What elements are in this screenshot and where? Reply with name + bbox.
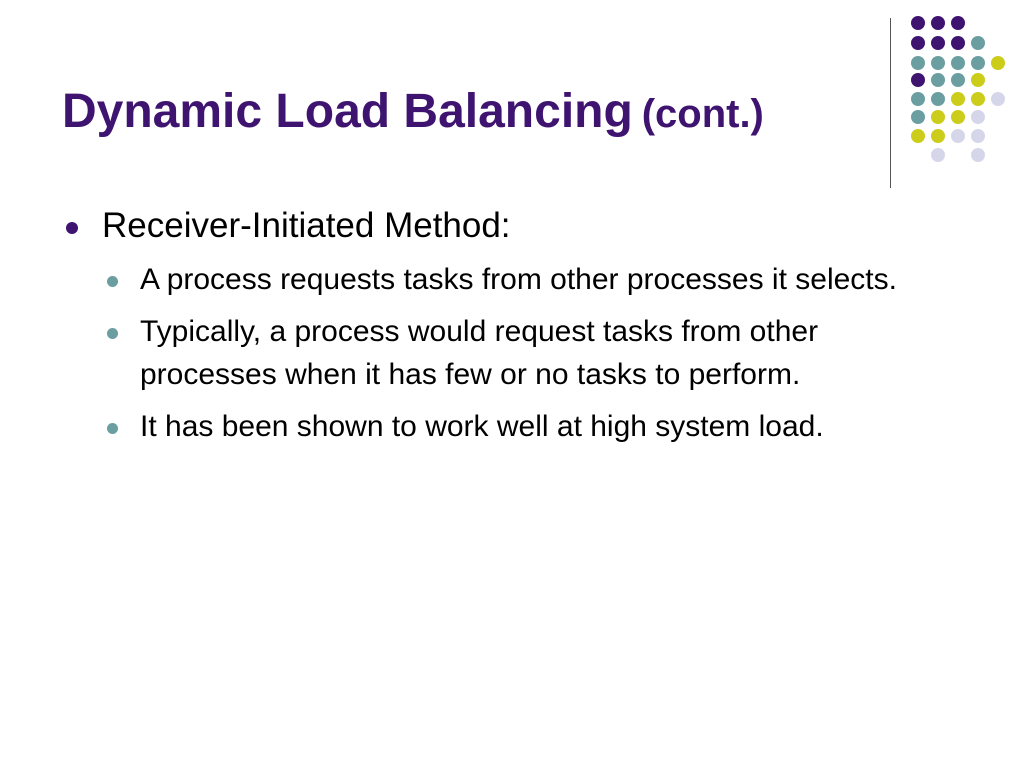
dot	[951, 92, 965, 106]
dot	[911, 73, 925, 87]
dot	[931, 73, 945, 87]
sub-bullet-item	[62, 310, 940, 396]
sub-bullet-item	[62, 258, 940, 301]
sub-bullet-item	[62, 405, 940, 448]
dot	[911, 56, 925, 70]
dot	[931, 56, 945, 70]
dot	[991, 56, 1005, 70]
dot	[911, 16, 925, 30]
bullet-item	[62, 204, 962, 248]
dot	[931, 92, 945, 106]
dot	[971, 36, 985, 50]
sub-bullet-dot-icon	[107, 276, 118, 287]
dot	[951, 73, 965, 87]
slide-title-suffix: (cont.)	[641, 92, 764, 136]
dot	[931, 129, 945, 143]
dot	[951, 129, 965, 143]
sub-bullet-text: A process requests tasks from other processes it selects.	[140, 263, 897, 296]
dot	[971, 56, 985, 70]
dot	[911, 36, 925, 50]
bullet-text: Receiver-Initiated Method:	[102, 206, 511, 245]
dot	[931, 148, 945, 162]
slide-title	[62, 85, 764, 138]
dot	[911, 92, 925, 106]
dot	[951, 110, 965, 124]
sub-bullet-text: It has been shown to work well at high system load.	[140, 410, 824, 443]
dot	[931, 36, 945, 50]
dot	[971, 73, 985, 87]
dot	[971, 110, 985, 124]
dot	[931, 16, 945, 30]
bullet-dot-icon	[66, 222, 78, 234]
slide-title-main: Dynamic Load Balancing	[62, 85, 633, 138]
slide-body	[62, 200, 962, 457]
dot	[991, 92, 1005, 106]
dot	[951, 16, 965, 30]
title-divider-line	[890, 18, 891, 188]
dot	[951, 56, 965, 70]
dot	[971, 148, 985, 162]
sub-bullet-dot-icon	[107, 423, 118, 434]
dot	[911, 129, 925, 143]
dot	[951, 36, 965, 50]
sub-bullet-dot-icon	[107, 328, 118, 339]
dot	[971, 129, 985, 143]
dot	[911, 110, 925, 124]
dot	[971, 92, 985, 106]
sub-bullet-text: Typically, a process would request tasks from other processes when it has few or no tasks to perform.	[140, 315, 819, 391]
dot	[931, 110, 945, 124]
